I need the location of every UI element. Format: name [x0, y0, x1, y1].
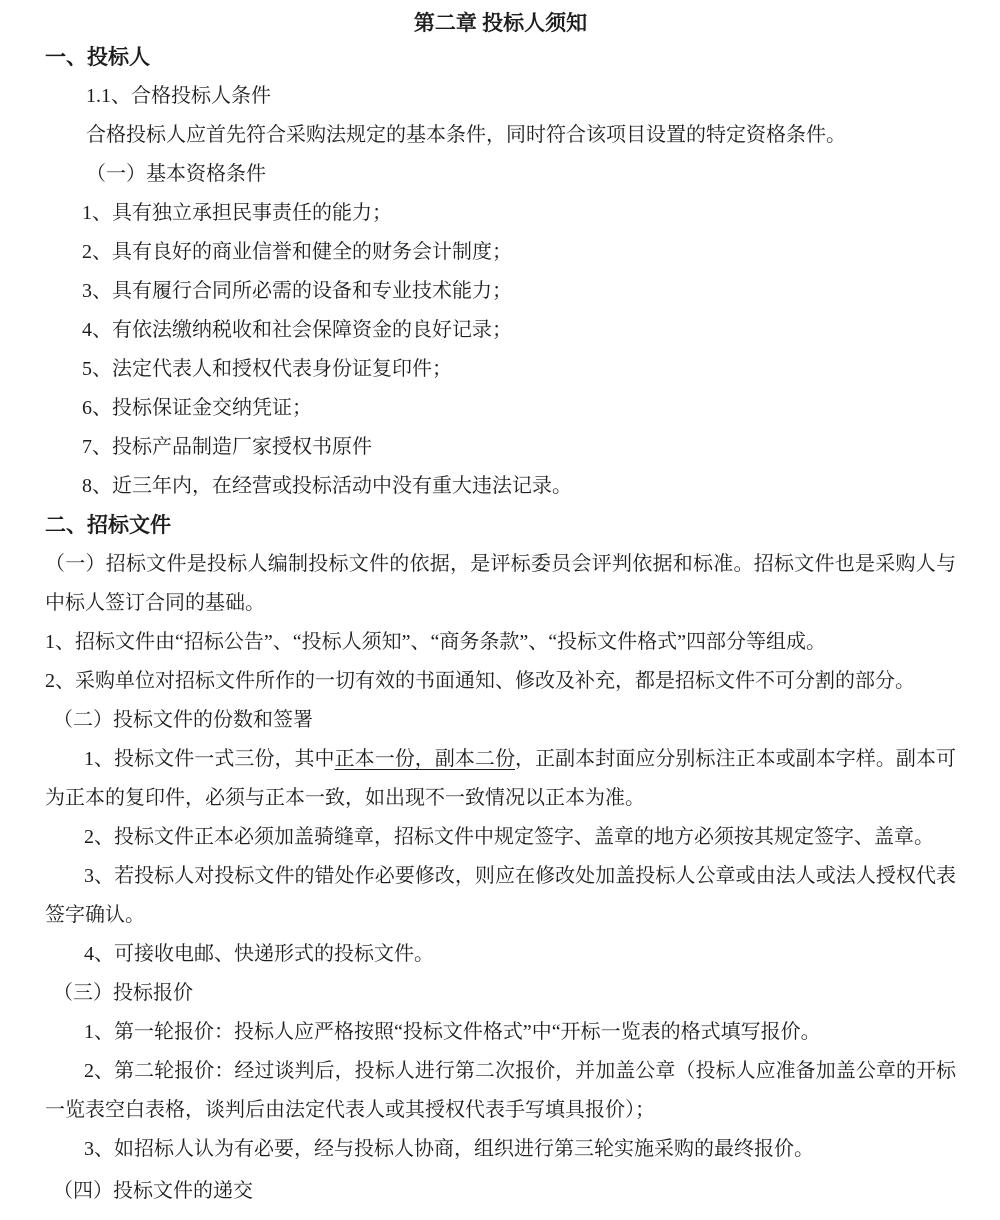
sub-heading: [86, 116, 956, 155]
paren-heading: [53, 1172, 956, 1211]
indented-body: [45, 818, 956, 857]
indented-body: [45, 740, 956, 818]
underlined-text: 正本一份，副本二份: [334, 748, 516, 770]
text-segment: 3、若投标人对投标文件的错处作必要修改，则应在修改处加盖投标人公章或由法人或法人授权代表签字确认。: [45, 865, 956, 926]
list-item: [82, 428, 956, 467]
text-segment: 二、招标文件: [45, 513, 171, 537]
text-segment: 4、可接收电邮、快递形式的投标文件。: [84, 943, 434, 965]
list-item: [82, 467, 956, 506]
list-item: [82, 389, 956, 428]
text-segment: 4、有依法缴纳税收和社会保障资金的良好记录；: [82, 319, 512, 341]
document-body: [45, 38, 956, 1211]
list-item: [82, 311, 956, 350]
text-segment: 2、采购单位对招标文件所作的一切有效的书面通知、修改及补充，都是招标文件不可分割的部分。: [45, 670, 915, 692]
sub-heading: [86, 155, 956, 194]
indented-body: [45, 1013, 956, 1052]
text-segment: 8、近三年内，在经营或投标活动中没有重大违法记录。: [82, 475, 572, 497]
indented-body: [45, 935, 956, 974]
text-segment: 6、投标保证金交纳凭证；: [82, 397, 312, 419]
text-segment: 合格投标人应首先符合采购法规定的基本条件，同时符合该项目设置的特定资格条件。: [86, 124, 846, 146]
sub-heading: [86, 77, 956, 116]
list-item: [82, 272, 956, 311]
text-segment: 1、投标文件一式三份，其中: [84, 748, 335, 770]
text-segment: 2、第二轮报价：经过谈判后，投标人进行第二次报价，并加盖公章（投标人应准备加盖公章的开标一览表空白表格，谈判后由法定代表人或其授权代表手写填具报价）；: [45, 1060, 956, 1121]
text-segment: 3、如招标人认为有必要，经与投标人协商，组织进行第三轮实施采购的最终报价。: [84, 1138, 814, 1160]
section-heading: [45, 38, 956, 77]
body: [45, 662, 956, 701]
text-segment: 3、具有履行合同所必需的设备和专业技术能力；: [82, 280, 512, 302]
paren-heading: [53, 974, 956, 1013]
indented-body: [45, 1130, 956, 1169]
text-segment: ，正副本封面应分别标注正本或副本字样。副本可为正本的复印件，必须与正本一致，如出现不一致情况以正本为准。: [45, 748, 957, 809]
text-segment: 5、法定代表人和授权代表身份证复印件；: [82, 358, 452, 380]
text-segment: 2、具有良好的商业信誉和健全的财务会计制度；: [82, 241, 512, 263]
text-segment: （四）投标文件的递交: [53, 1180, 253, 1202]
indented-body: [45, 1052, 956, 1130]
list-item: [82, 194, 956, 233]
list-item: [82, 350, 956, 389]
text-segment: 7、投标产品制造厂家授权书原件: [82, 436, 372, 458]
text-segment: 一、投标人: [45, 45, 150, 69]
section-heading: [45, 506, 956, 545]
text-segment: 1.1、合格投标人条件: [86, 85, 271, 107]
text-segment: 1、第一轮报价：投标人应严格按照“投标文件格式”中“开标一览表的格式填写报价。: [84, 1021, 821, 1043]
body: [45, 623, 956, 662]
text-segment: （一）基本资格条件: [86, 163, 266, 185]
body: [45, 545, 956, 623]
text-segment: 1、招标文件由“招标公告”、“投标人须知”、“商务条款”、“投标文件格式”四部分等组成。: [45, 631, 827, 653]
text-segment: （三）投标报价: [53, 982, 193, 1004]
page-title: 第二章 投标人须知: [413, 11, 588, 35]
text-segment: 1、具有独立承担民事责任的能力；: [82, 202, 392, 224]
text-segment: 2、投标文件正本必须加盖骑缝章，招标文件中规定签字、盖章的地方必须按其规定签字、盖章。: [84, 826, 934, 848]
text-segment: （一）招标文件是投标人编制投标文件的依据，是评标委员会评判依据和标准。招标文件也是采购人与中标人签订合同的基础。: [45, 553, 956, 614]
list-item: [82, 233, 956, 272]
text-segment: （二）投标文件的份数和签署: [53, 709, 313, 731]
paren-heading: [53, 701, 956, 740]
indented-body: [45, 857, 956, 935]
